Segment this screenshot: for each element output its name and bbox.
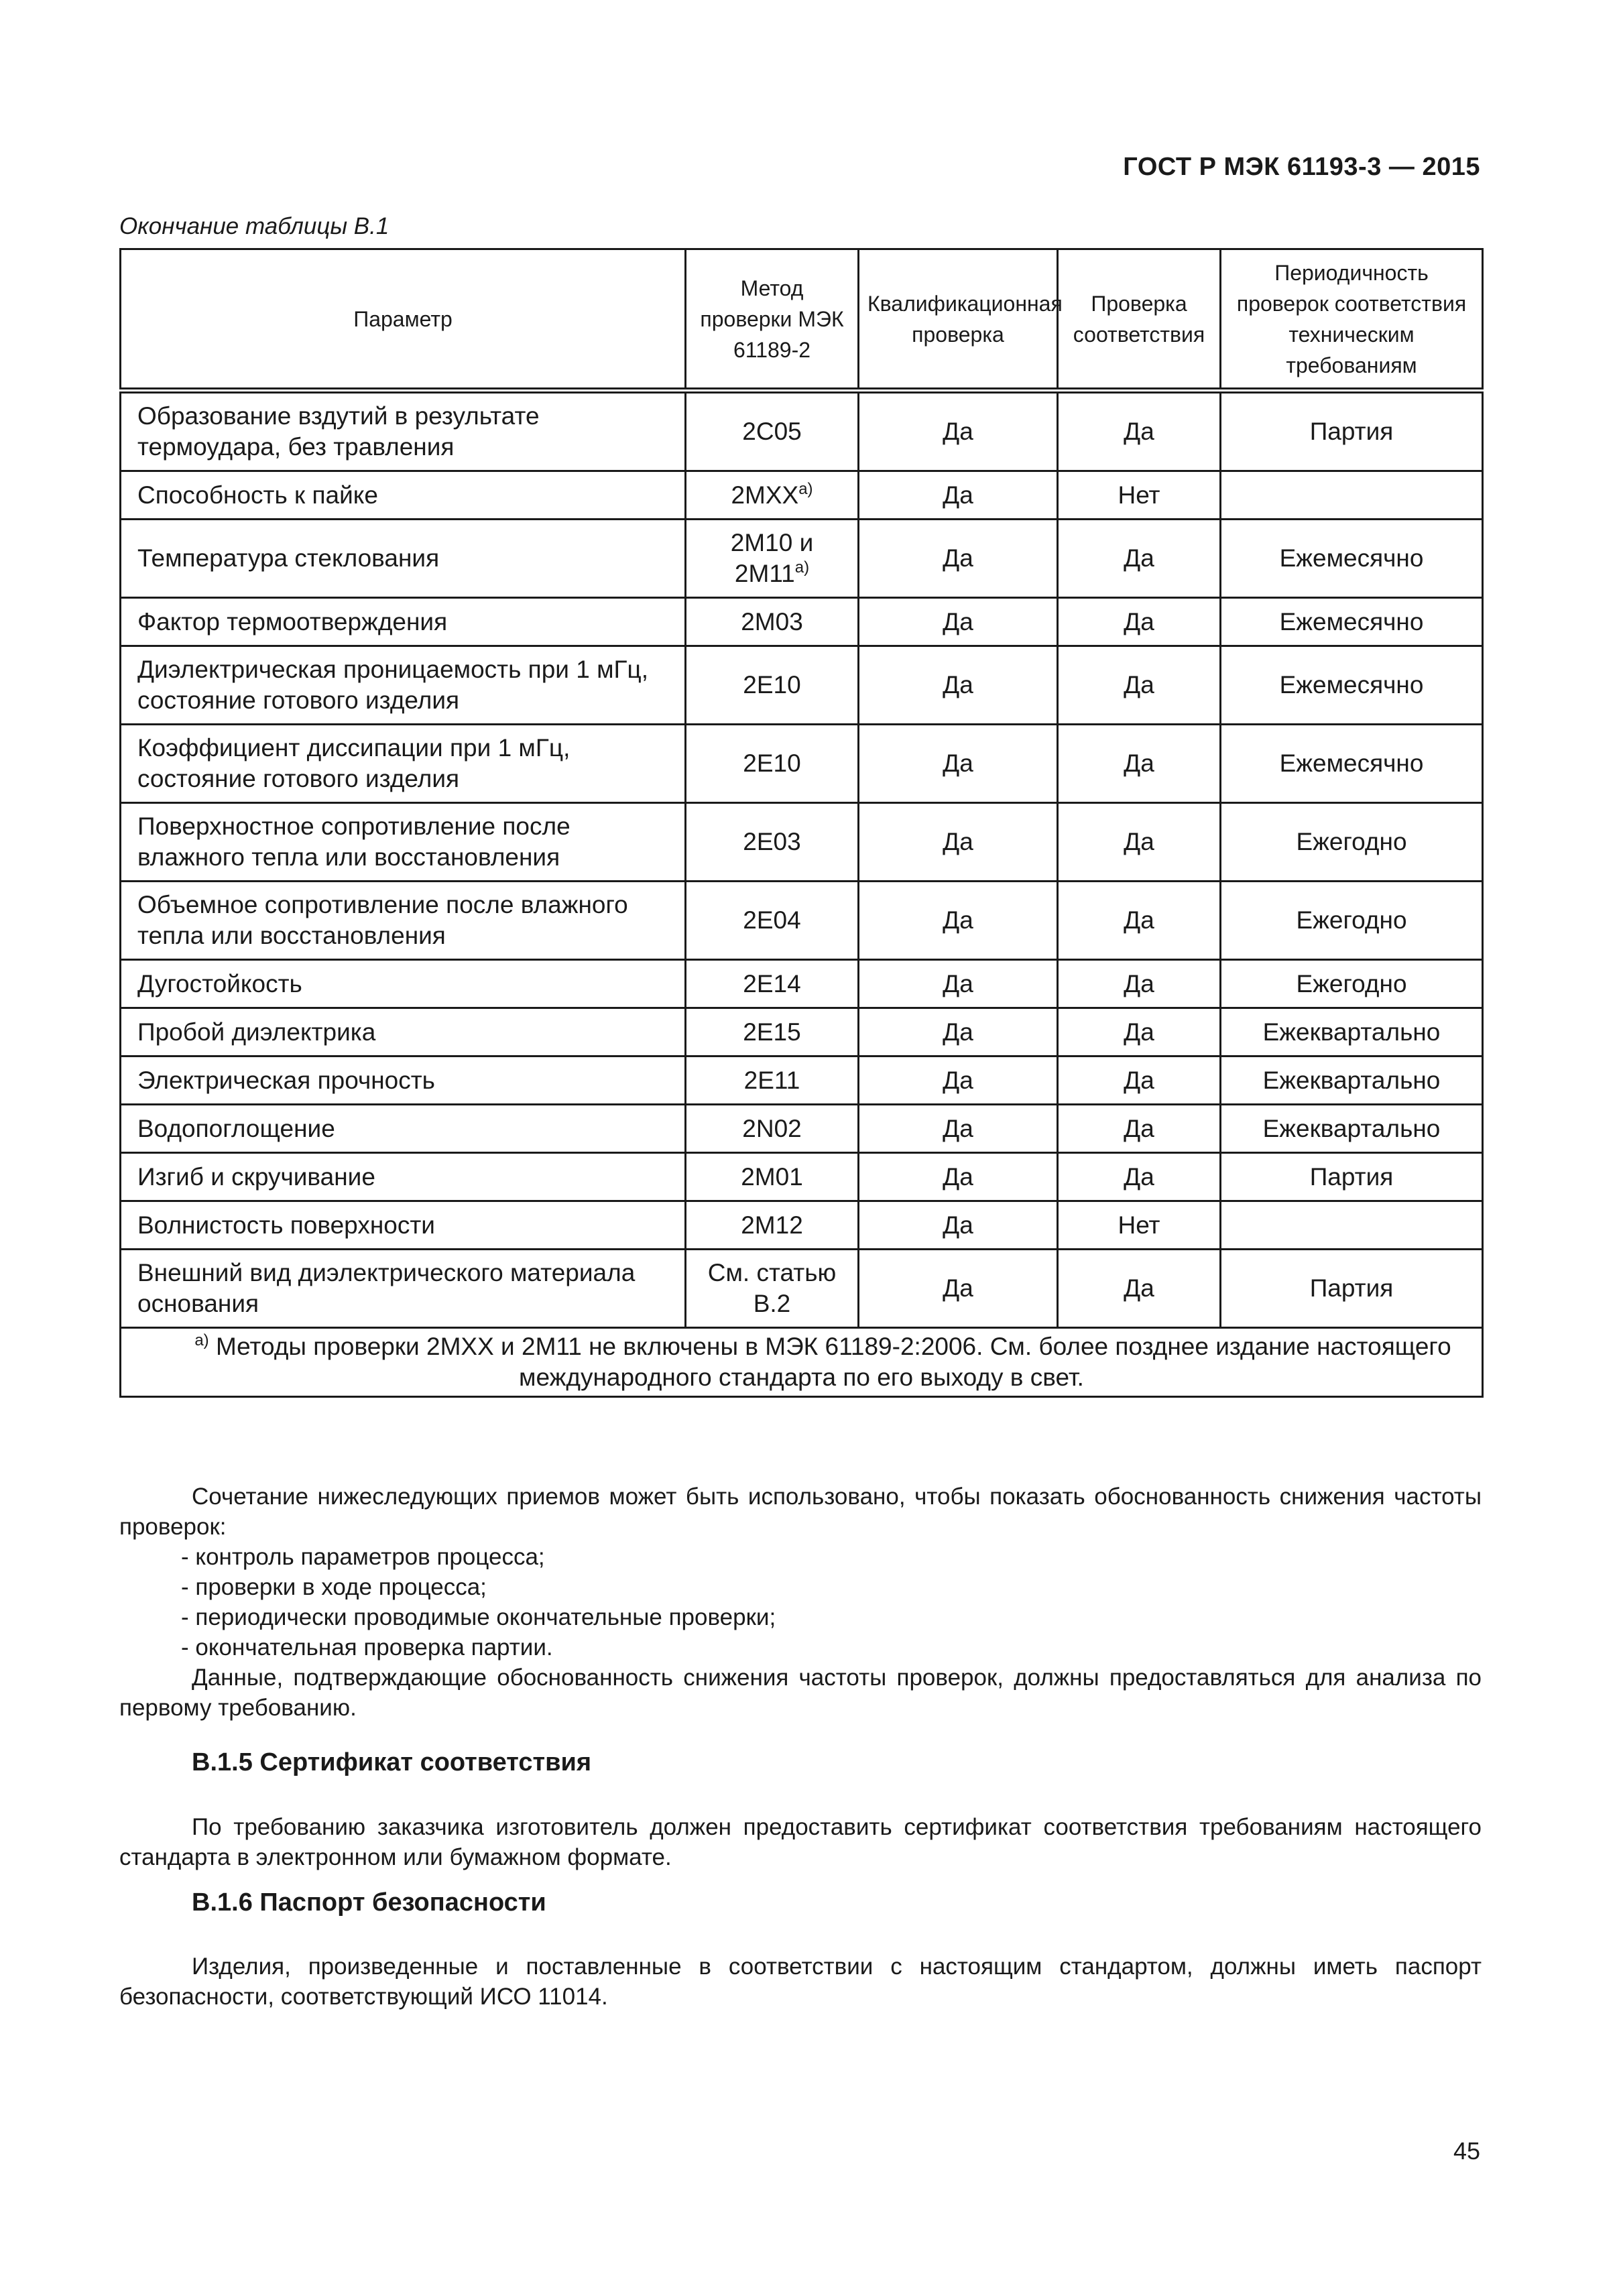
methods-list <box>119 1542 1482 1663</box>
table-header-row <box>121 249 1483 391</box>
qualification-cell: Да <box>859 882 1058 960</box>
parameter-cell: Электрическая прочность <box>121 1056 686 1105</box>
qualification-cell: Да <box>859 803 1058 882</box>
conformity-cell: Да <box>1058 960 1221 1008</box>
table-row <box>121 960 1483 1008</box>
conformity-cell: Да <box>1058 391 1221 471</box>
method-cell: 2С05 <box>686 391 859 471</box>
qualification-cell: Да <box>859 646 1058 725</box>
reduction-section <box>119 1482 1482 1723</box>
conformity-cell: Да <box>1058 1056 1221 1105</box>
periodicity-cell: Ежемесячно <box>1221 646 1483 725</box>
table-row <box>121 1008 1483 1056</box>
list-item: - проверки в ходе процесса; <box>181 1574 487 1600</box>
conformity-cell: Да <box>1058 598 1221 646</box>
list-item: - окончательная проверка партии. <box>181 1634 553 1660</box>
table-row <box>121 1056 1483 1105</box>
footnote-text: Методы проверки 2МХХ и 2М11 не включены в МЭК 61189-2:2006. См. более позднее издание настоящего международного стандарта по его выходу в свет. <box>215 1333 1451 1391</box>
parameter-cell: Коэффициент диссипации при 1 мГц, состояние готового изделия <box>121 725 686 803</box>
standard-designation: ГОСТ Р МЭК 61193-3 — 2015 <box>1123 153 1480 181</box>
list-item: - периодически проводимые окончательные проверки; <box>181 1604 776 1630</box>
qualification-cell: Да <box>859 1250 1058 1328</box>
section-heading-certificate: В.1.5 Сертификат соответствия <box>192 1748 592 1776</box>
column-header: Параметр <box>121 249 686 391</box>
conformity-cell: Да <box>1058 882 1221 960</box>
conformity-cell: Да <box>1058 1105 1221 1153</box>
column-header: Квалификационная проверка <box>859 249 1058 391</box>
conformity-cell: Да <box>1058 520 1221 598</box>
periodicity-cell <box>1221 1201 1483 1250</box>
periodicity-cell: Ежегодно <box>1221 882 1483 960</box>
parameter-cell: Образование вздутий в результате термоудара, без травления <box>121 391 686 471</box>
periodicity-cell: Партия <box>1221 391 1483 471</box>
table-row <box>121 1250 1483 1328</box>
periodicity-cell: Партия <box>1221 1250 1483 1328</box>
periodicity-cell: Ежеквартально <box>1221 1056 1483 1105</box>
table-row <box>121 1201 1483 1250</box>
method-cell: 2М12 <box>686 1201 859 1250</box>
table-row <box>121 598 1483 646</box>
column-header: Периодичность проверок соответствия техническим требованиям <box>1221 249 1483 391</box>
certificate-section <box>119 1812 1482 1872</box>
method-cell: $2МХХ^{а)}$ <box>686 471 859 520</box>
data-paragraph: Данные, подтверждающие обоснованность снижения частоты проверок, должны предоставляться для анализа по первому требованию. <box>119 1665 1482 1721</box>
parameter-cell: Изгиб и скручивание <box>121 1153 686 1201</box>
qualification-cell: Да <box>859 1201 1058 1250</box>
table-row <box>121 391 1483 471</box>
method-cell: 2Е10 <box>686 646 859 725</box>
qualification-cell: Да <box>859 391 1058 471</box>
conformity-cell: Да <box>1058 803 1221 882</box>
qualification-cell: Да <box>859 1008 1058 1056</box>
parameter-cell: Пробой диэлектрика <box>121 1008 686 1056</box>
parameter-cell: Водопоглощение <box>121 1105 686 1153</box>
method-cell: 2Е11 <box>686 1056 859 1105</box>
method-cell: 2М10 и $2М11^{а)}$ <box>686 520 859 598</box>
method-cell: 2Е10 <box>686 725 859 803</box>
column-header: Метод проверки МЭК 61189-2 <box>686 249 859 391</box>
parameter-cell: Способность к пайке <box>121 471 686 520</box>
qualification-cell: Да <box>859 1153 1058 1201</box>
parameter-cell: Фактор термоотверждения <box>121 598 686 646</box>
parameter-cell: Диэлектрическая проницаемость при 1 мГц, состояние готового изделия <box>121 646 686 725</box>
requirements-table <box>119 248 1484 1398</box>
qualification-cell: Да <box>859 1105 1058 1153</box>
periodicity-cell: Ежемесячно <box>1221 598 1483 646</box>
method-cell: 2М01 <box>686 1153 859 1201</box>
conformity-cell: Да <box>1058 1250 1221 1328</box>
footnote-ref: а) <box>794 558 810 577</box>
table-footnote-row <box>121 1328 1483 1397</box>
parameter-cell: Поверхностное сопротивление после влажного тепла или восстановления <box>121 803 686 882</box>
periodicity-cell: Ежемесячно <box>1221 520 1483 598</box>
section-heading-safety-passport: В.1.6 Паспорт безопасности <box>192 1888 546 1917</box>
parameter-cell: Объемное сопротивление после влажного тепла или восстановления <box>121 882 686 960</box>
conformity-cell: Да <box>1058 1153 1221 1201</box>
qualification-cell: Да <box>859 960 1058 1008</box>
periodicity-cell: Ежегодно <box>1221 803 1483 882</box>
parameter-cell: Температура стеклования <box>121 520 686 598</box>
table-row <box>121 471 1483 520</box>
conformity-cell: Нет <box>1058 471 1221 520</box>
method-cell: 2М03 <box>686 598 859 646</box>
table-row <box>121 1105 1483 1153</box>
periodicity-cell: Партия <box>1221 1153 1483 1201</box>
safety-paragraph: Изделия, произведенные и поставленные в соответствии с настоящим стандартом, должны иметь паспорт безопасности, соответствующий ИСО 11014. <box>119 1953 1482 2010</box>
table-footnote <box>121 1328 1483 1397</box>
footnote-ref: а) <box>798 479 813 498</box>
footnote-mark: а) <box>194 1331 209 1349</box>
qualification-cell: Да <box>859 725 1058 803</box>
parameter-cell: Внешний вид диэлектрического материала основания <box>121 1250 686 1328</box>
column-header: Проверка соответствия <box>1058 249 1221 391</box>
certificate-paragraph: По требованию заказчика изготовитель должен предоставить сертификат соответствия требованиям настоящего стандарта в электронном или бумажном формате. <box>119 1814 1482 1870</box>
method-cell: 2N02 <box>686 1105 859 1153</box>
table-row <box>121 646 1483 725</box>
table-row <box>121 520 1483 598</box>
method-cell: 2Е14 <box>686 960 859 1008</box>
intro-paragraph: Сочетание нижеследующих приемов может быть использовано, чтобы показать обоснованность снижения частоты проверок: <box>119 1484 1482 1540</box>
qualification-cell: Да <box>859 1056 1058 1105</box>
parameter-cell: Дугостойкость <box>121 960 686 1008</box>
conformity-cell: Нет <box>1058 1201 1221 1250</box>
table-row <box>121 882 1483 960</box>
qualification-cell: Да <box>859 471 1058 520</box>
table-caption: Окончание таблицы В.1 <box>119 213 389 239</box>
qualification-cell: Да <box>859 520 1058 598</box>
conformity-cell: Да <box>1058 646 1221 725</box>
qualification-cell: Да <box>859 598 1058 646</box>
periodicity-cell: Ежеквартально <box>1221 1008 1483 1056</box>
method-cell: См. статью В.2 <box>686 1250 859 1328</box>
conformity-cell: Да <box>1058 725 1221 803</box>
table-row <box>121 725 1483 803</box>
parameter-cell: Волнистость поверхности <box>121 1201 686 1250</box>
table-body <box>121 391 1483 1328</box>
periodicity-cell: Ежеквартально <box>1221 1105 1483 1153</box>
page-number: 45 <box>1453 2137 1480 2165</box>
table-row <box>121 1153 1483 1201</box>
safety-section <box>119 1951 1482 2012</box>
conformity-cell: Да <box>1058 1008 1221 1056</box>
periodicity-cell <box>1221 471 1483 520</box>
method-cell: 2Е15 <box>686 1008 859 1056</box>
method-cell: 2Е04 <box>686 882 859 960</box>
method-cell: 2Е03 <box>686 803 859 882</box>
periodicity-cell: Ежегодно <box>1221 960 1483 1008</box>
list-item: - контроль параметров процесса; <box>181 1544 545 1570</box>
periodicity-cell: Ежемесячно <box>1221 725 1483 803</box>
table-row <box>121 803 1483 882</box>
